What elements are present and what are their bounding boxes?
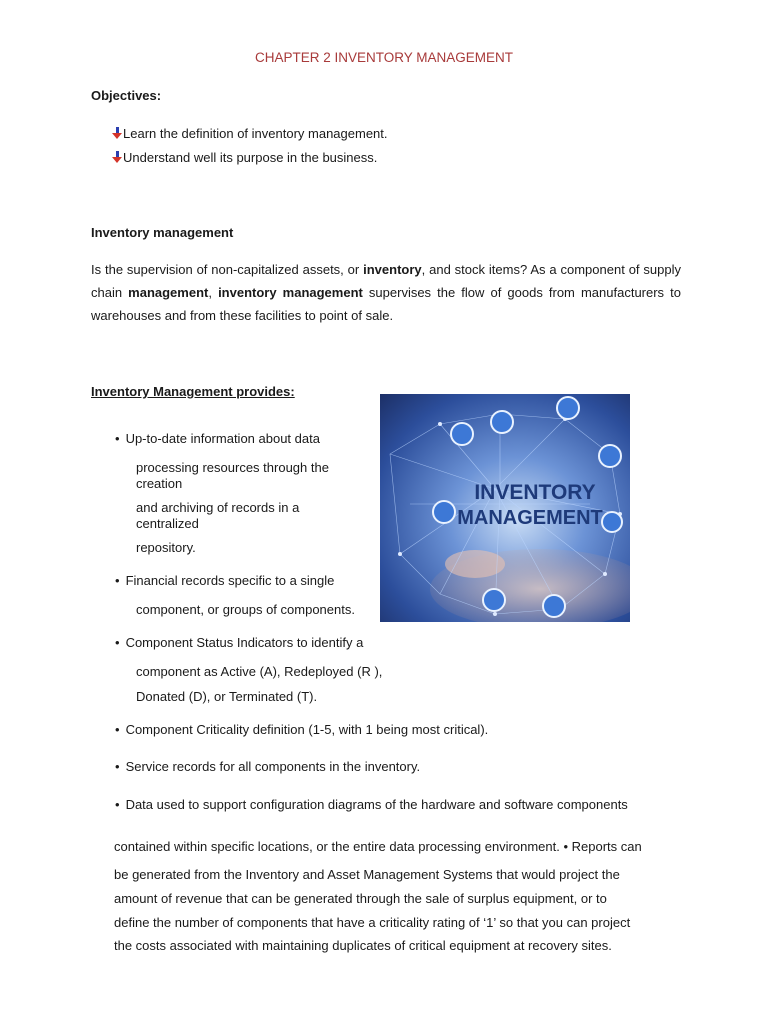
bullet-item: • Data used to support configuration diagrams of the hardware and software components xyxy=(115,797,628,812)
bullet-item: • Component Criticality definition (1-5, with 1 being most critical). xyxy=(115,722,488,737)
bullet-continuation: repository. xyxy=(136,540,196,555)
section-heading-inventory-management: Inventory management xyxy=(91,225,234,240)
pie-chart-icon xyxy=(599,445,621,467)
continuation-line: contained within specific locations, or the entire data processing environment. • Reports can xyxy=(114,839,642,854)
continuation-line: the costs associated with maintaining duplicates of critical equipment at recovery sites. xyxy=(114,938,612,953)
objectives-heading: Objectives: xyxy=(91,88,162,103)
bullet-item: • Component Status Indicators to identify a xyxy=(115,635,363,650)
refresh-icon xyxy=(543,595,565,617)
bullet-continuation: component as Active (A), Redeployed (R ), xyxy=(136,664,383,679)
bullet-item: • Up-to-date information about data xyxy=(115,431,320,446)
bullet-item: • Service records for all components in the inventory. xyxy=(115,759,420,774)
lock-icon xyxy=(483,589,505,611)
bullet-continuation: and archiving of records in a xyxy=(136,500,300,515)
bullet-continuation: centralized xyxy=(136,516,199,531)
chapter-title: CHAPTER 2 INVENTORY MANAGEMENT xyxy=(254,50,514,65)
objective-item: Understand well its purpose in the business. xyxy=(112,150,377,165)
bullet-continuation: component, or groups of components. xyxy=(136,602,355,617)
continuation-line: amount of revenue that can be generated through the sale of surplus equipment, or to xyxy=(114,891,607,906)
gear-icon xyxy=(451,423,473,445)
objective-item: Learn the definition of inventory management. xyxy=(112,126,388,141)
clock-icon xyxy=(557,397,579,419)
provides-heading: Inventory Management provides: xyxy=(91,384,295,399)
bullet-continuation: processing resources through the xyxy=(136,460,329,475)
person-icon xyxy=(491,411,513,433)
image-text-line1: INVENTORY xyxy=(474,481,596,504)
network-illustration xyxy=(380,394,630,622)
arrow-bullet-icon xyxy=(112,151,123,163)
continuation-line: define the number of components that have a criticality rating of ‘1’ so that you can project xyxy=(114,915,631,930)
bullet-continuation: creation xyxy=(136,476,183,491)
continuation-line: be generated from the Inventory and Asset Management Systems that would project the xyxy=(114,867,620,882)
bullet-continuation: Donated (D), or Terminated (T). xyxy=(136,689,318,704)
bullet-item: • Financial records specific to a single xyxy=(115,573,334,588)
clock-icon xyxy=(433,501,455,523)
definition-paragraph: Is the supervision of non-capitalized assets, or inventory, and stock items? As a component of supply chain management, inventory management supervises the flow of goods from manufacturers to warehouses and from these facilities to point of sale. xyxy=(91,262,681,323)
inventory-management-image xyxy=(380,394,630,622)
image-text-line2: MANAGEMENT xyxy=(457,507,603,529)
arrow-bullet-icon xyxy=(112,127,123,139)
bar-chart-icon xyxy=(602,512,622,532)
